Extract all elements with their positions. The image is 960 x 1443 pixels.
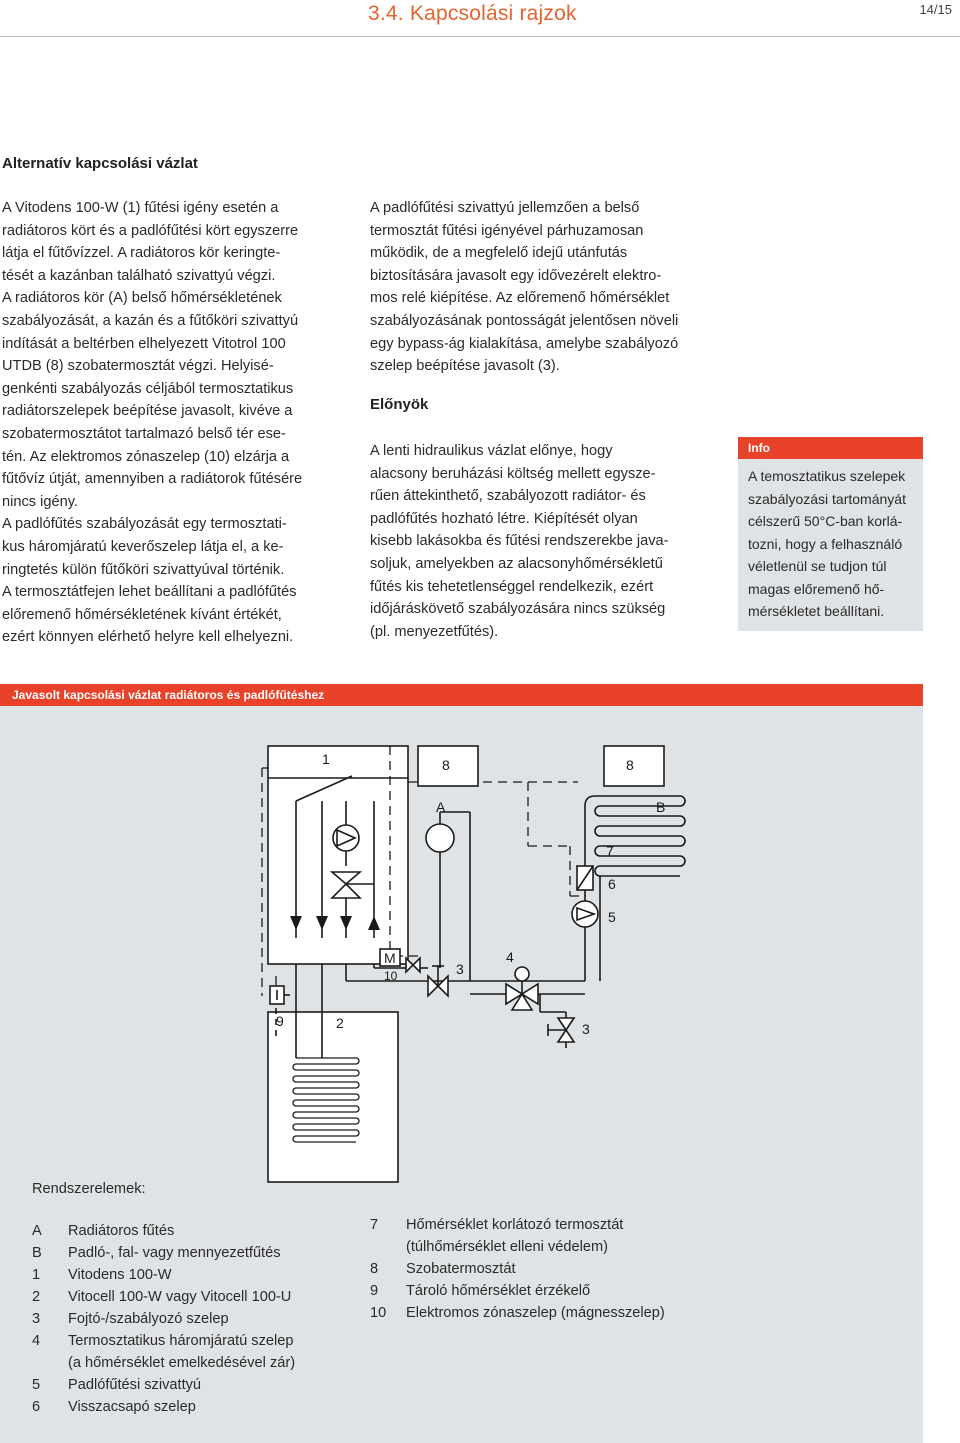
advantages-title: Előnyök [370,396,429,413]
legend-key: 3 [32,1311,41,1327]
body-column-2 [370,197,700,378]
legend-text: (a hőmérséklet emelkedésével zár) [68,1355,296,1371]
legend-item [370,1258,700,1280]
text-line: látja el fűtővízzel. A radiátoros kör keringte- [2,245,281,262]
text-line: A padlófűtés szabályozását egy termosztati- [2,516,287,533]
label-boiler: 1 [322,751,330,767]
text-line: előremenő hőmérsékletének kívánt értékét, [2,606,282,623]
text-line: egy bypass-ág kialakítása, amelybe szabályozó [370,335,679,352]
text-line: A temosztatikus szelepek [748,468,906,484]
text-line: termosztát fűtési igényével párhuzamosan [370,222,644,239]
label-check-valve: 6 [608,876,616,892]
text-line: indítását a beltérben elhelyezett Vitotrol 100 [2,335,286,352]
label-bypass-valve-2: 3 [582,1021,590,1037]
label-mixing-valve: 4 [506,949,514,965]
label-tank: 2 [336,1015,344,1031]
legend-text: Hőmérséklet korlátozó termosztát [406,1217,624,1233]
label-bypass-valve-1: 3 [456,961,464,977]
text-line: A radiátoros kör (A) belső hőmérsékletének [2,290,282,307]
legend-key: 5 [32,1377,41,1393]
text-line: radiátoros kört és a padlófűtési kört egyszerre [2,222,299,239]
legend-text: Vitocell 100-W vagy Vitocell 100-U [68,1289,292,1305]
text-line: UTDB (8) szobatermosztát végzi. Helyisé- [2,358,274,375]
text-line: fűtővíz útját, amennyiben a radiátorok fűtésére [2,471,303,488]
tank-box [268,1012,398,1182]
label-zone-valve-m: M [384,950,396,966]
text-line: biztosítására javasolt egy idővezérelt elektro- [370,267,662,284]
label-room-thermostat-2: 8 [626,757,634,773]
bypass-valve-icon [428,976,438,996]
info-label: Info [738,437,923,459]
legend-text: Padlófűtési szivattyú [68,1377,202,1393]
legend-left [32,1220,352,1418]
legend-item [370,1280,700,1302]
text-line: genkénti szabályozás céljából termosztatikus [2,380,294,397]
bypass-valve-2-icon [558,1018,574,1030]
legend-item [32,1220,352,1242]
legend-key [370,1236,406,1258]
text-line: kus háromjáratú keverőszelep látja el, a ke- [2,538,284,555]
legend-text: Visszacsapó szelep [68,1399,196,1415]
text-line: szabályozásának pontosságát jelentősen növeli [370,312,679,329]
legend-item [32,1330,352,1352]
legend-key: 4 [32,1333,41,1349]
text-line: szabályozási tartományát [748,490,906,507]
info-box [738,437,923,631]
label-limit-thermostat: 7 [606,843,614,859]
legend-key: 8 [370,1261,379,1277]
legend-key: 7 [370,1217,379,1233]
text-line: szelep beépítése javasolt (3). [370,358,560,375]
label-floor-pump: 5 [608,909,616,925]
text-line: mos relé kiépítése. Az előremenő hőmérséklet [370,290,670,307]
legend-text: Padló-, fal- vagy mennyezetfűtés [68,1245,281,1261]
legend-item [32,1352,352,1374]
legend-key: 9 [370,1283,379,1299]
room-thermostat-2 [604,746,664,786]
text-line: magas előremenő hő- [748,580,885,597]
legend-key: 6 [32,1399,41,1415]
section-title: Alternatív kapcsolási vázlat [2,155,198,172]
legend-item [32,1308,352,1330]
text-line: mérsékletet beállítani. [748,603,885,619]
text-line: ezért könnyen elérhető helyre kell elhelyezni. [2,629,294,646]
text-line: alacsony beruházási költség mellett egysze- [370,465,656,482]
legend-text: Vitodens 100-W [68,1267,172,1283]
label-room-thermostat-1: 8 [442,757,450,773]
label-radiator: A [436,799,446,815]
legend-key: 2 [32,1289,41,1305]
text-line: fűtés kis tehetetlenséggel rendelkezik, ezért [370,578,654,595]
text-line: A lenti hidraulikus vázlat előnye, hogy [370,443,613,459]
legend-text: Elektromos zónaszelep (mágnesszelep) [406,1305,665,1321]
text-line: A termosztátfejen lehet beállítani a padlófűtés [2,584,297,601]
text-line: (pl. menyezetfűtés). [370,623,499,640]
legend-text: (túlhőmérséklet elleni védelem) [406,1239,608,1255]
text-line: tén. Az elektromos zónaszelep (10) elzárja a [2,448,290,465]
body-column-1 [2,197,332,649]
legend-title: Rendszerelemek: [32,1181,146,1197]
advantages-text [370,440,700,643]
legend-text: Tároló hőmérséklet érzékelő [406,1283,591,1299]
text-line: tését a kazánban található szivattyú végzi. [2,267,276,284]
legend-key: 1 [32,1267,41,1283]
label-floor: B [656,799,666,815]
legend-right [370,1214,700,1324]
text-line: rűen áttekinthető, szabályozott radiátor- és [370,488,646,505]
legend-item [32,1374,352,1396]
text-line: A Vitodens 100-W (1) fűtési igény esetén a [2,200,279,216]
legend-item [370,1236,700,1258]
mixing-valve-head-icon [515,967,529,981]
text-line: soljuk, amelyekben az alacsonyhőmérsékletű [370,555,663,572]
page-number: 14/15 [919,2,952,17]
header-divider [0,36,960,37]
text-line: véletlenül se tudjon túl [748,558,887,574]
legend-item [370,1214,700,1236]
text-line: A padlófűtési szivattyú jellemzően a belső [370,200,640,216]
text-line: működik, de a megfelelő idejű utánfutás [370,245,628,262]
info-text [738,459,923,623]
legend-item [32,1264,352,1286]
text-line: radiátorszelepek beépítése javasolt, kivéve a [2,403,293,420]
diagram-title: Javasolt kapcsolási vázlat radiátoros és padlófűtéshez [0,684,923,706]
text-line: szobatermosztátot tartalmazó belső tér ese- [2,425,286,442]
page-header-title: 3.4. Kapcsolási rajzok [368,2,577,25]
legend-item [32,1286,352,1308]
label-tank-sensor: 9 [276,1013,284,1029]
text-line: időjáráskövető szabályozására nincs szükség [370,601,666,618]
text-line: padlófűtés hozható létre. Kiépítését olyan [370,510,638,527]
text-line: célszerű 50°C-ban korlá- [748,513,903,529]
legend-key: 10 [370,1305,387,1321]
diagram-panel [0,706,923,1443]
legend-item [370,1302,700,1324]
radiator-icon [426,824,454,852]
text-line: ringtetés külön fűtőköri szivattyúval történik. [2,561,285,578]
label-zone-valve-num: 10 [384,969,398,983]
legend-item [32,1396,352,1418]
legend-text: Radiátoros fűtés [68,1223,175,1239]
legend-item [32,1242,352,1264]
text-line: szabályozását, a kazán és a fűtőköri szivattyú [2,312,299,329]
legend-text: Szobatermosztát [406,1261,516,1277]
legend-key: B [32,1245,42,1261]
legend-text: Termosztatikus háromjáratú szelep [68,1333,294,1349]
legend-text: Fojtó-/szabályozó szelep [68,1311,229,1327]
text-line: kisebb lakásokba és fűtési rendszerekbe java- [370,533,669,550]
tank-coil [293,1058,359,1142]
legend-key [32,1352,68,1374]
text-line: tozni, hogy a felhasználó [748,535,903,552]
legend-key: A [32,1223,42,1239]
text-line: nincs igény. [2,493,78,510]
